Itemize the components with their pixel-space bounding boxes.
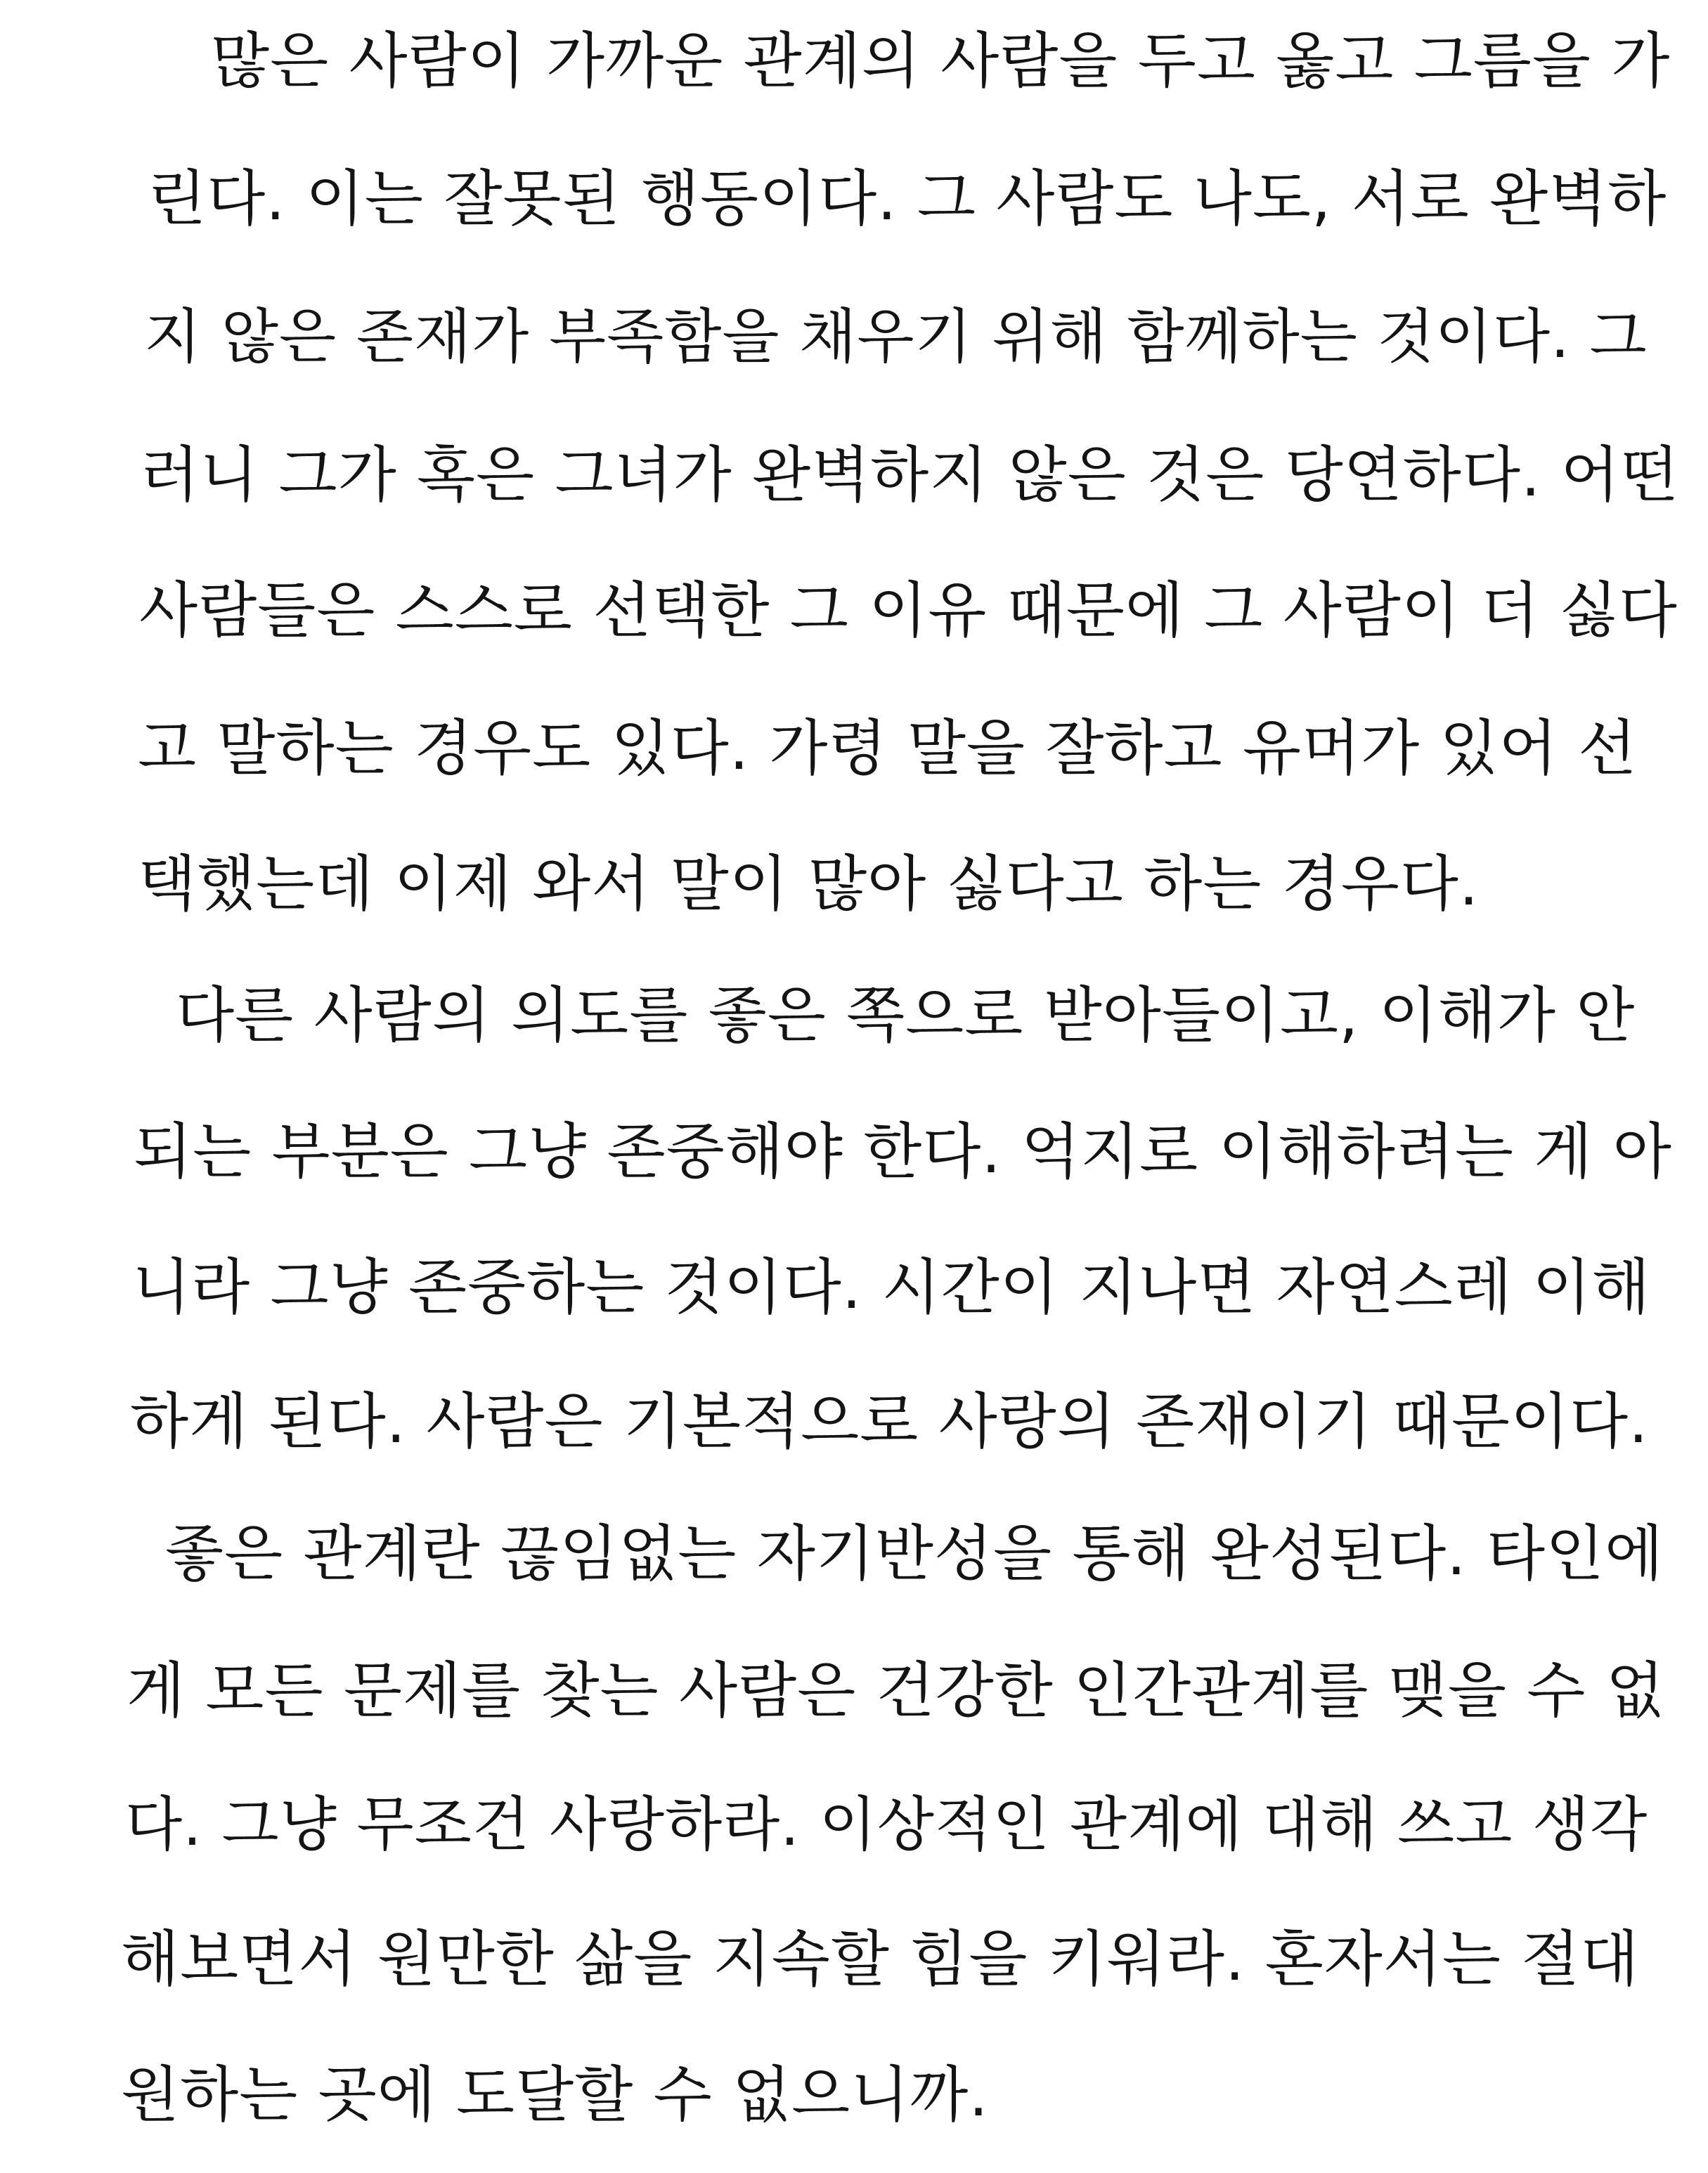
- text-line: 러니 그가 혹은 그녀가 완벽하지 않은 것은 당연하다. 어떤: [141, 440, 1679, 510]
- text-line: 니라 그냥 존중하는 것이다. 시간이 지나면 자연스레 이해: [132, 1252, 1651, 1323]
- text-line: 사람들은 스스로 선택한 그 이유 때문에 그 사람이 더 싫다: [139, 576, 1678, 646]
- text-line: 지 않은 존재가 부족함을 채우기 위해 함께하는 것이다. 그: [144, 302, 1648, 371]
- text-line: 되는 부분은 그냥 존중해야 한다. 억지로 이해하려는 게 아: [134, 1117, 1672, 1187]
- text-line: 게 모든 문제를 찾는 사람은 건강한 인간관계를 맺을 수 없: [127, 1656, 1665, 1726]
- text-line: 해보면서 원만한 삶을 지속할 힘을 키워라. 혼자서는 절대: [121, 1924, 1640, 1994]
- text-line: 고 말하는 경우도 있다. 가령 말을 잘하고 유머가 있어 선: [138, 713, 1638, 784]
- text-line: 린다. 이는 잘못된 행동이다. 그 사람도 나도, 서로 완벽하: [148, 164, 1667, 234]
- text-line: 원하는 곳에 도달할 수 없으니까.: [121, 2060, 989, 2130]
- text-line: 다. 그냥 무조건 사랑하라. 이상적인 관계에 대해 쓰고 생각: [125, 1790, 1648, 1859]
- text-line: 택했는데 이제 와서 말이 많아 싫다고 하는 경우다.: [138, 849, 1480, 919]
- text-line: 다른 사람의 의도를 좋은 쪽으로 받아들이고, 이해가 안: [176, 980, 1636, 1051]
- text-line: 좋은 관계란 끊임없는 자기반성을 통해 완성된다. 타인에: [165, 1519, 1664, 1589]
- text-line: 많은 사람이 가까운 관계의 사람을 두고 옳고 그름을 가: [211, 26, 1671, 96]
- text-line: 하게 된다. 사람은 기본적으로 사랑의 존재이기 때문이다.: [130, 1387, 1649, 1457]
